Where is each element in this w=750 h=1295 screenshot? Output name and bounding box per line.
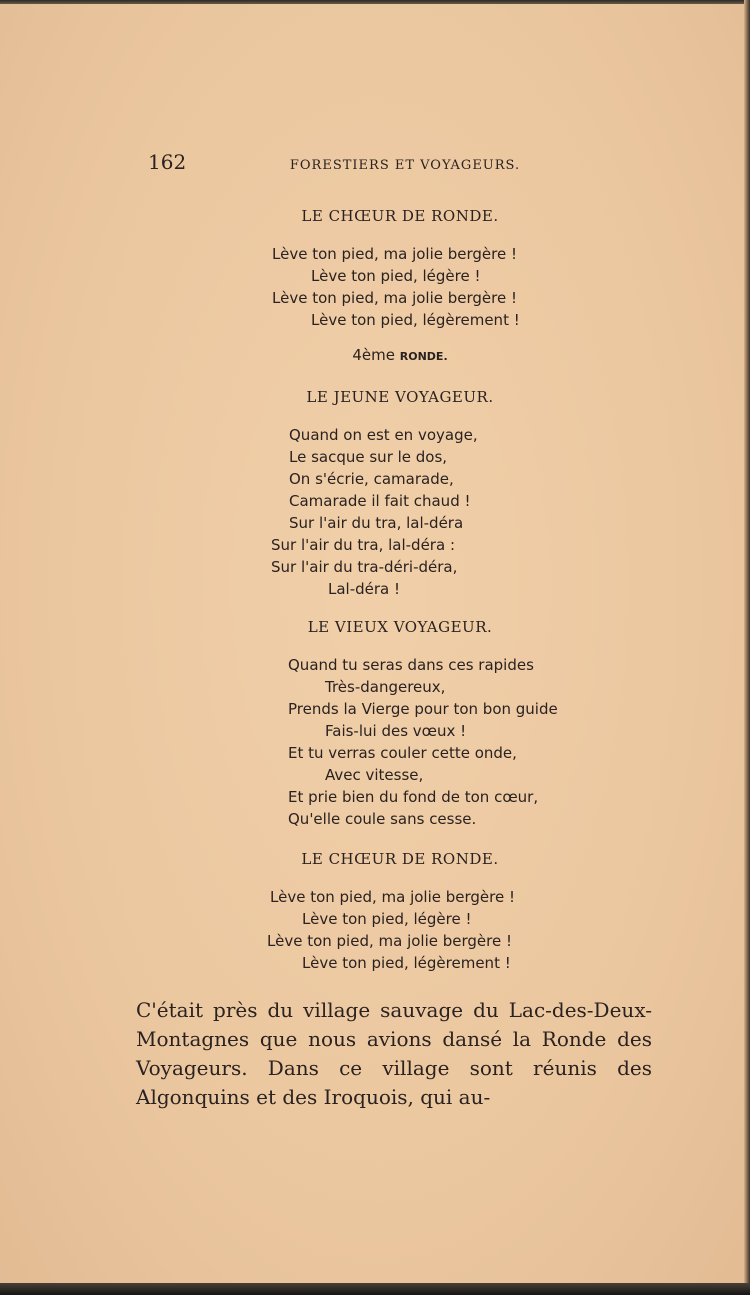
verse-line: Lève ton pied, légèrement !: [311, 311, 520, 329]
verse-line: Lève ton pied, ma jolie bergère !: [272, 245, 518, 263]
ronde-number: 4ème: [352, 346, 395, 364]
verse-line: Quand tu seras dans ces rapides: [288, 656, 534, 674]
verse-line: Sur l'air du tra-déri-déra,: [271, 558, 458, 576]
verse-line: Très-dangereux,: [325, 678, 446, 696]
ronde-label: RONDE.: [399, 350, 448, 363]
running-head: FORESTIERS ET VOYAGEURS.: [289, 158, 521, 173]
verse-line: Prends la Vierge pour ton bon guide: [288, 700, 558, 718]
ronde-subhead: [0, 346, 750, 364]
verse-line: Qu'elle coule sans cesse.: [288, 810, 477, 828]
page-number: 162: [148, 150, 187, 174]
verse-line: Lève ton pied, ma jolie bergère !: [272, 289, 518, 307]
verse-line: Lève ton pied, légèrement !: [302, 954, 511, 972]
verse-line: Lève ton pied, ma jolie bergère !: [270, 888, 516, 906]
verse-line: Lève ton pied, légère !: [302, 910, 472, 928]
verse-line: Et prie bien du fond de ton cœur,: [288, 788, 539, 806]
prose-paragraph: C'était près du village sauvage du Lac-des-Deux-Montagnes que nous avions dansé la Ronde des Voyageurs. Dans ce village sont réunis des Algonquins et des Iroquois, qui au-: [136, 998, 652, 1109]
heading-choeur-1: LE CHŒUR DE RONDE.: [301, 207, 499, 225]
page-bottom-edge: [0, 1283, 750, 1295]
verse-line: Lève ton pied, légère !: [311, 267, 481, 285]
verse-line: Lève ton pied, ma jolie bergère !: [267, 932, 513, 950]
heading-choeur-2: LE CHŒUR DE RONDE.: [301, 850, 499, 868]
verse-line: Et tu verras couler cette onde,: [288, 744, 517, 762]
heading-jeune-voyageur: LE JEUNE VOYAGEUR.: [306, 388, 494, 406]
verse-line: Camarade il fait chaud !: [289, 492, 471, 510]
verse-line: Avec vitesse,: [325, 766, 424, 784]
page-top-edge: [0, 0, 750, 4]
verse-line: Fais-lui des vœux !: [325, 722, 467, 740]
page-right-edge: [744, 0, 750, 1295]
verse-line: Sur l'air du tra, lal-déra: [289, 514, 464, 532]
heading-vieux-voyageur: LE VIEUX VOYAGEUR.: [307, 618, 493, 636]
verse-line: Lal-déra !: [328, 580, 401, 598]
verse-line: Sur l'air du tra, lal-déra :: [271, 536, 455, 554]
verse-line: Quand on est en voyage,: [289, 426, 478, 444]
verse-line: Le sacque sur le dos,: [289, 448, 448, 466]
verse-line: On s'écrie, camarade,: [289, 470, 454, 488]
